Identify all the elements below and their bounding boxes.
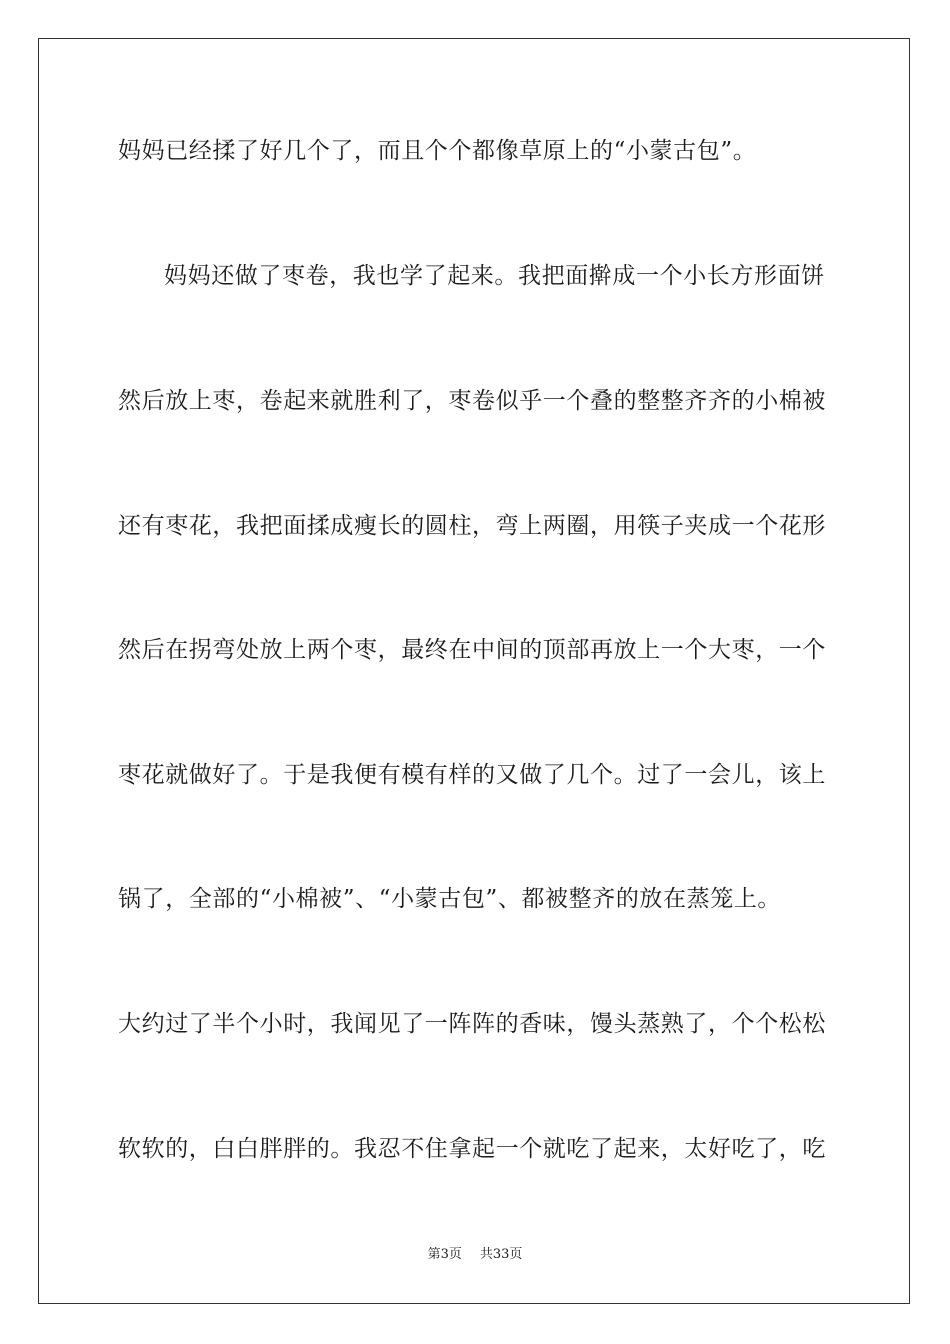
- body-text-line: 锅了，全部的“小棉被”、“小蒙古包”、都被整齐的放在蒸笼上。: [118, 886, 782, 912]
- body-text-line: 然后在拐弯处放上两个枣，最终在中间的顶部再放上一个大枣，一个: [118, 637, 826, 663]
- body-text-line: 然后放上枣，卷起来就胜利了，枣卷似乎一个叠的整整齐齐的小棉被: [118, 388, 826, 414]
- body-text-line: 妈妈还做了枣卷，我也学了起来。我把面擀成一个小长方形面饼: [164, 263, 825, 289]
- body-text-line: 软软的，白白胖胖的。我忍不住拿起一个就吃了起来，太好吃了，吃: [118, 1136, 826, 1162]
- body-text-line: 还有枣花，我把面揉成瘦长的圆柱，弯上两圈，用筷子夹成一个花形: [118, 513, 826, 539]
- current-page-number: 第3页: [427, 1247, 462, 1262]
- body-text-line: 大约过了半个小时，我闻见了一阵阵的香味，馒头蒸熟了，个个松松: [118, 1011, 826, 1037]
- body-text-line: 妈妈已经揉了好几个了，而且个个都像草原上的“小蒙古包”。: [118, 138, 757, 164]
- body-text-line: 枣花就做好了。于是我便有模有样的又做了几个。过了一会儿，该上: [118, 762, 826, 788]
- page-footer: [0, 1246, 950, 1264]
- total-page-count: 共33页: [479, 1247, 523, 1262]
- page-border: [38, 38, 910, 1304]
